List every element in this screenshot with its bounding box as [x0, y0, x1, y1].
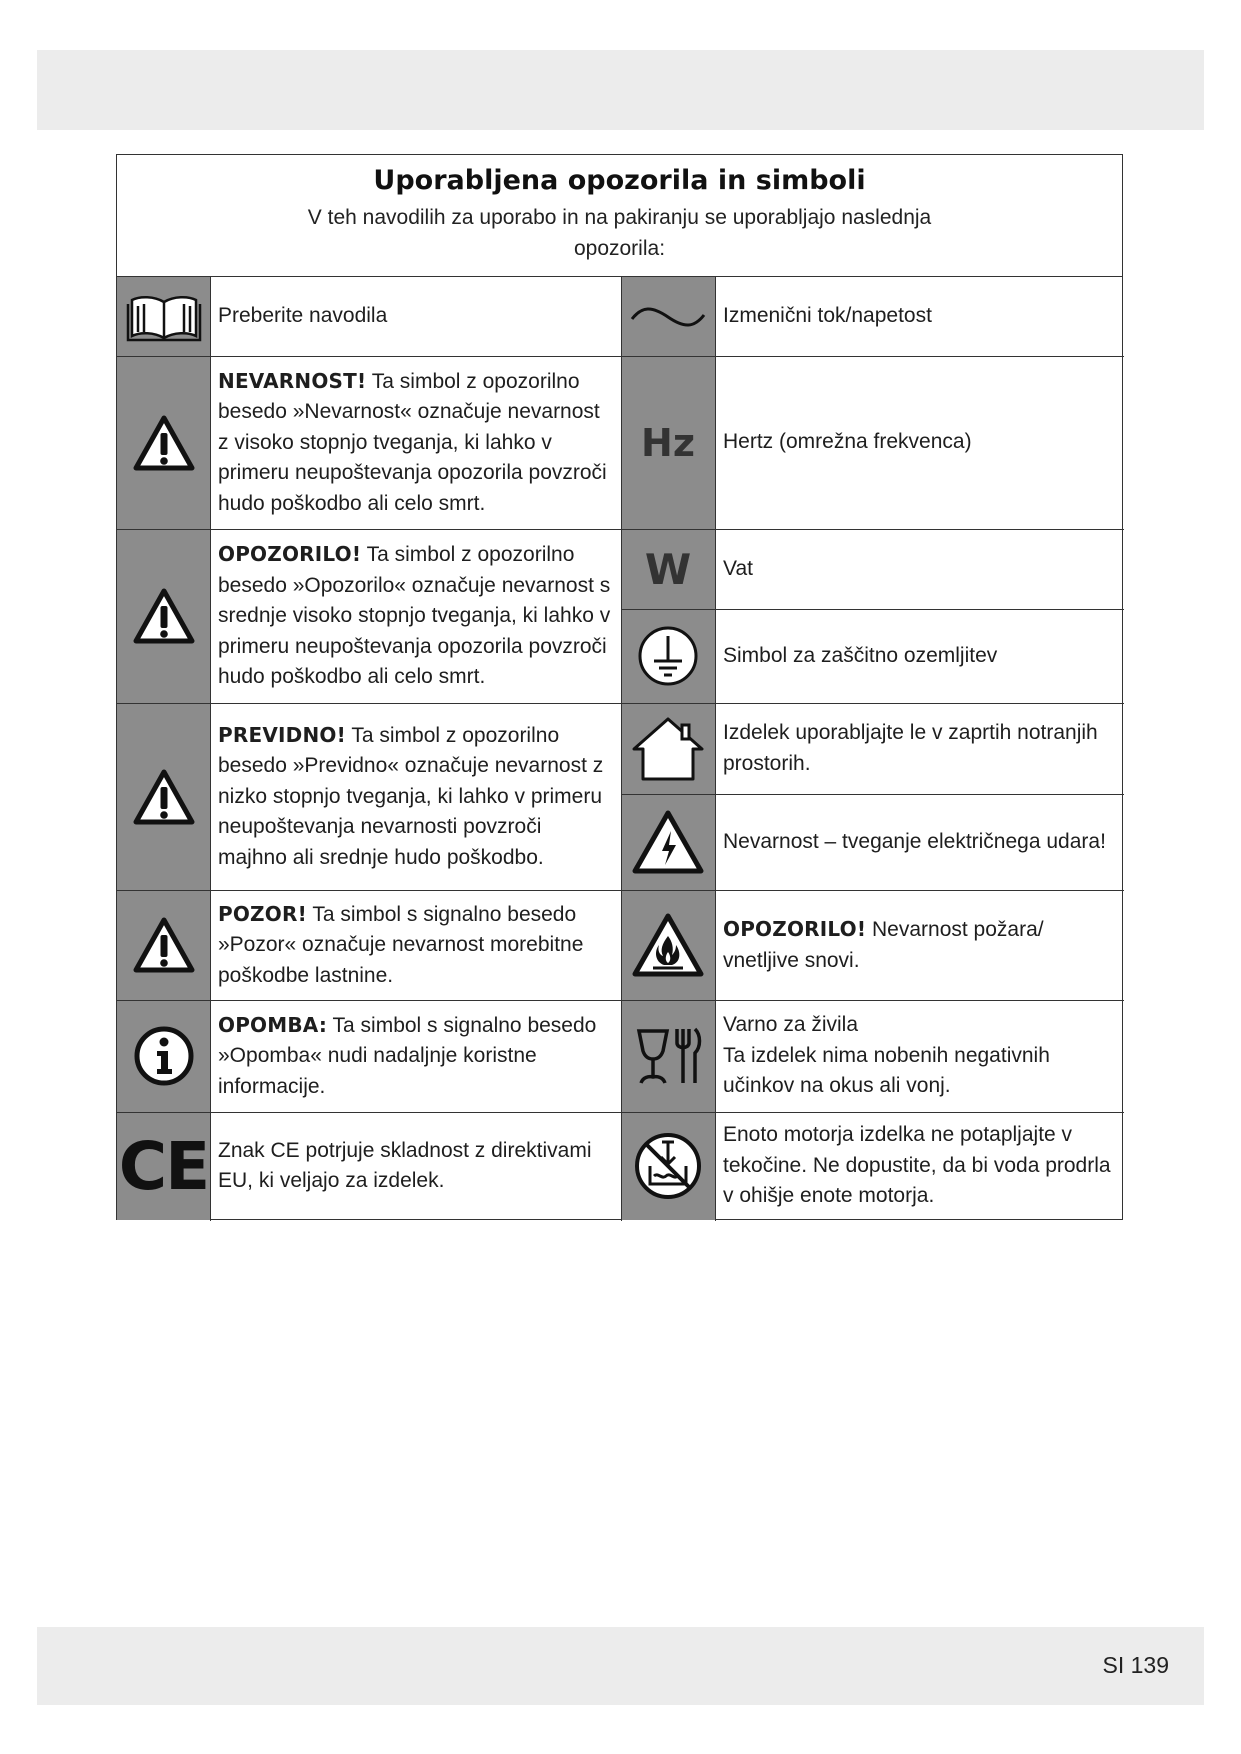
- right-text-8: Varno za živila Ta izdelek nima nobenih negativnih učinkov na okus ali vonj.: [723, 1013, 1050, 1098]
- do-not-immerse-icon: [621, 1112, 715, 1220]
- right-text-2: Hertz (omrežna frekvenca): [723, 430, 972, 454]
- keyword-opomba: OPOMBA:: [218, 1012, 328, 1037]
- left-text-5: POZOR! Ta simbol s signalno besedo »Pozor« označuje nevarnost morebitne poškodbe lastnine.: [218, 901, 584, 987]
- left-text-7: Znak CE potrjuje skladnost z direktivami EU, ki veljajo za izdelek.: [218, 1138, 592, 1192]
- right-text-6: Nevarnost – tveganje električnega udara!: [723, 829, 1106, 853]
- left-text-3: OPOZORILO! Ta simbol z opozorilno besedo »Opozorilo« označuje nevarnost s srednje visoko stopnjo tveganja, ki lahko v primeru neupoštevanja opozorila povzroči hudo poškodbo ali celo smrt.: [218, 542, 611, 689]
- divider: [621, 277, 622, 1221]
- footer-band: [37, 1627, 1204, 1705]
- indoor-use-house-icon: [621, 703, 715, 794]
- fire-warning-icon: [621, 890, 715, 1000]
- left-text-1: Preberite navodila: [218, 304, 388, 328]
- top-band: [37, 50, 1204, 130]
- divider: [621, 609, 1124, 610]
- ce-mark-icon: CE: [117, 1112, 210, 1220]
- keyword-previdno: PREVIDNO!: [218, 722, 346, 747]
- right-text-3: Vat: [723, 556, 753, 580]
- alternating-current-icon: [621, 277, 715, 356]
- page-number: SI 139: [1102, 1652, 1169, 1678]
- divider: [117, 703, 1124, 704]
- protective-earth-icon: [621, 609, 715, 703]
- warning-triangle-icon: [117, 703, 210, 890]
- left-text-4: PREVIDNO! Ta simbol z opozorilno besedo »Previdno« označuje nevarnost z nizko stopnjo tveganja, ki lahko v primeru neupoštevanja nevarnosti povzroči majhno ali srednje hudo poškodbo.: [218, 722, 604, 869]
- watt-icon: W: [621, 529, 715, 609]
- electric-shock-warning-icon: [621, 794, 715, 890]
- left-text-2: NEVARNOST! Ta simbol z opozorilno besedo »Nevarnost« označuje nevarnost z visoko stopnjo tveganja, ki lahko v primeru neupoštevanja opozorila povzroči hudo poškodbo ali celo smrt.: [218, 368, 607, 515]
- divider: [117, 890, 1124, 891]
- keyword-opozorilo: OPOZORILO!: [218, 542, 362, 567]
- table-title: Uporabljena opozorila in simboli: [373, 165, 866, 196]
- divider: [117, 1112, 1124, 1113]
- warning-triangle-icon: [117, 356, 210, 529]
- right-text-7: OPOZORILO! Nevarnost požara/ vnetljive snovi.: [723, 917, 1044, 972]
- symbols-table: [116, 154, 1123, 1220]
- right-text-5: Izdelek uporabljajte le v zaprtih notranjih prostorih.: [723, 721, 1098, 775]
- divider: [117, 1000, 1124, 1001]
- divider: [621, 794, 1124, 795]
- info-icon: [117, 1000, 210, 1112]
- left-text-6: OPOMBA: Ta simbol s signalno besedo »Opomba« nudi nadaljnje koristne informacije.: [218, 1012, 597, 1098]
- table-subtitle: V teh navodilih za uporabo in na pakiranju se uporabljajo naslednja opozorila:: [307, 206, 932, 260]
- hertz-icon: Hz: [621, 356, 715, 529]
- open-book-icon: [117, 277, 210, 356]
- keyword-pozor: POZOR!: [218, 901, 307, 926]
- food-safe-icon: [621, 1000, 715, 1112]
- keyword-nevarnost: NEVARNOST!: [218, 368, 367, 393]
- right-text-4: Simbol za zaščitno ozemljitev: [723, 643, 998, 667]
- divider: [210, 277, 211, 1221]
- divider: [117, 529, 1124, 530]
- table-header: [117, 155, 1122, 277]
- divider: [117, 356, 1124, 357]
- warning-triangle-icon: [117, 890, 210, 1000]
- right-text-9: Enoto motorja izdelka ne potapljajte v tekočine. Ne dopustite, da bi voda prodrla v ohišje enote motorja.: [723, 1123, 1111, 1208]
- warning-triangle-icon: [117, 529, 210, 703]
- right-text-1: Izmenični tok/napetost: [723, 304, 932, 328]
- keyword-opozorilo-fire: OPOZORILO!: [723, 917, 867, 941]
- divider: [715, 277, 716, 1221]
